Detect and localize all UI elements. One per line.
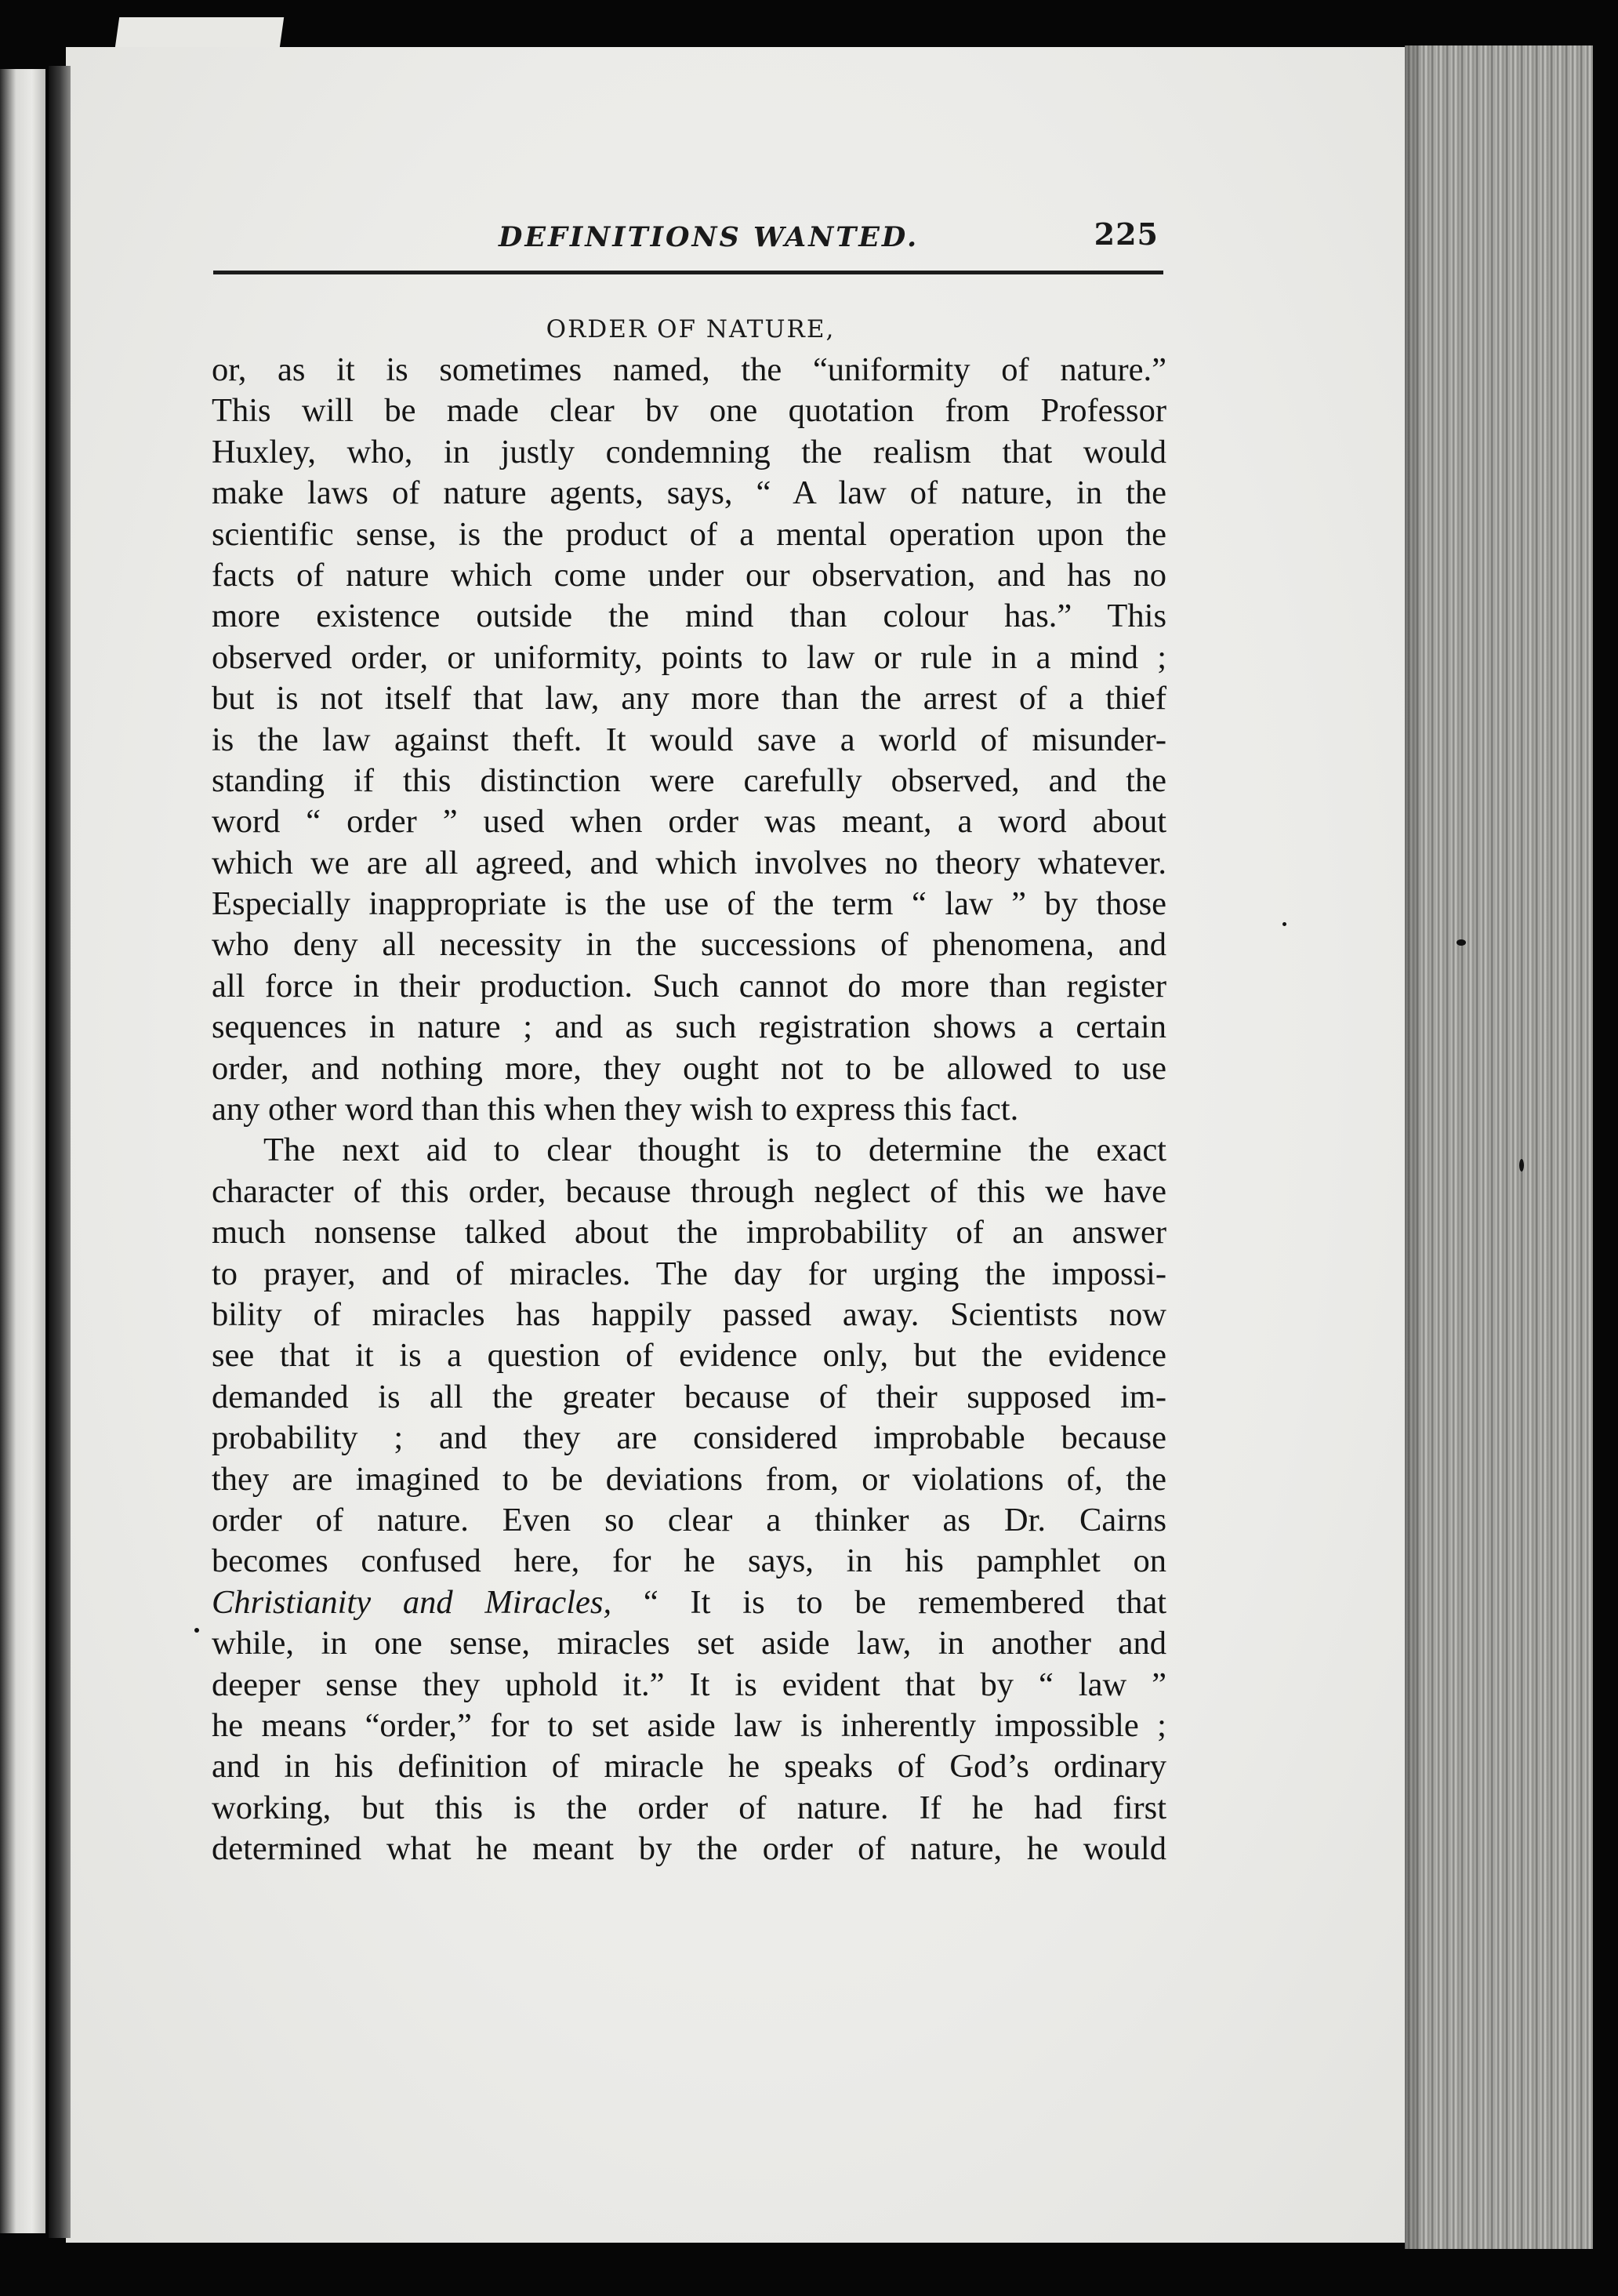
- previous-page-edge: [0, 69, 45, 2233]
- scan-speck: [1282, 922, 1286, 926]
- text-line: scientific sense, is the product of a mental operation upon the: [212, 515, 1166, 553]
- text-line: more existence outside the mind than colour has.” This: [212, 598, 1166, 635]
- text-line: which we are all agreed, and which involves no theory whatever.: [212, 844, 1166, 881]
- text-line: sequences in nature ; and as such registration shows a certain: [212, 1008, 1166, 1046]
- text-line: Huxley, who, in justly condemning the realism that would: [212, 433, 1166, 470]
- text-line: all force in their production. Such cannot do more than register: [212, 967, 1166, 1004]
- header-rule: [213, 271, 1163, 274]
- body-text: [212, 350, 1166, 1869]
- page-block-shadow: [1405, 45, 1424, 2249]
- text-line: order of nature. Even so clear a thinker as Dr. Cairns: [212, 1501, 1166, 1539]
- text-line: This will be made clear bv one quotation from Professor: [212, 392, 1166, 430]
- text-line: word “ order ” used when order was meant, a word about: [212, 803, 1166, 841]
- paragraph-1: [212, 350, 1166, 1130]
- running-head-title: DEFINITIONS WANTED.: [499, 221, 920, 253]
- text-line: they are imagined to be deviations from, or violations of, the: [212, 1460, 1166, 1498]
- text-line: determined what he meant by the order of nature, he would: [212, 1830, 1166, 1868]
- paragraph-2: [212, 1130, 1166, 1869]
- page-gutter: [49, 66, 71, 2238]
- text-line: facts of nature which come under our observation, and has no: [212, 556, 1166, 594]
- text-line: standing if this distinction were carefully observed, and the: [212, 761, 1166, 799]
- text-line: working, but this is the order of nature. If he had first: [212, 1789, 1166, 1826]
- text-line: order, and nothing more, they ought not to be allowed to use: [212, 1049, 1166, 1087]
- text-line: who deny all necessity in the successions of phenomena, and: [212, 926, 1166, 964]
- scan-speck: [194, 1628, 199, 1633]
- text-line: make laws of nature agents, says, “ A law of nature, in the: [212, 474, 1166, 512]
- text-line: any other word than this when they wish to express this fact.: [212, 1091, 1019, 1128]
- text-line: or, as it is sometimes named, the “uniformity of nature.”: [212, 351, 1166, 388]
- text-line: demanded is all the greater because of their supposed im-: [212, 1378, 1166, 1415]
- text-line: but is not itself that law, any more than the arrest of a thief: [212, 680, 1166, 718]
- text-line: Especially inappropriate is the use of the term “ law ” by those: [212, 885, 1166, 923]
- text-line: The next aid to clear thought is to determine the exact: [263, 1132, 1166, 1169]
- text-line: character of this order, because through neglect of this we have: [212, 1172, 1166, 1210]
- text-line: much nonsense talked about the improbability of an answer: [212, 1214, 1166, 1252]
- citation-quote: “ It is to be remembered that: [611, 1583, 1166, 1621]
- text-line: see that it is a question of evidence only, but the evidence: [212, 1337, 1166, 1375]
- scan-speck: [1519, 1159, 1524, 1172]
- running-head: [216, 210, 1162, 267]
- text-line: becomes confused here, for he says, in his pamphlet on: [212, 1542, 1166, 1580]
- page-number: 225: [1094, 216, 1159, 252]
- text-line: is the law against theft. It would save a world of misunder-: [212, 721, 1166, 758]
- text-line: observed order, or uniformity, points to law or rule in a mind ;: [212, 638, 1166, 676]
- text-line: bility of miracles has happily passed away. Scientists now: [212, 1295, 1166, 1333]
- text-line: and in his definition of miracle he speaks of God’s ordinary: [212, 1748, 1166, 1786]
- page-block-edge: [1405, 45, 1593, 2249]
- text-line: to prayer, and of miracles. The day for urging the impossi-: [212, 1255, 1166, 1292]
- scan-speck: [1457, 939, 1466, 946]
- citation-line: [212, 1582, 1166, 1623]
- section-heading: ORDER OF NATURE,: [546, 315, 836, 343]
- text-line: deeper sense they uphold it.” It is evident that by “ law ”: [212, 1666, 1166, 1703]
- book-title-citation: Christianity and Miracles,: [212, 1583, 612, 1621]
- text-line: probability ; and they are considered improbable because: [212, 1419, 1166, 1457]
- text-line: while, in one sense, miracles set aside law, in another and: [212, 1625, 1166, 1662]
- text-line: he means “order,” for to set aside law is inherently impossible ;: [212, 1706, 1166, 1744]
